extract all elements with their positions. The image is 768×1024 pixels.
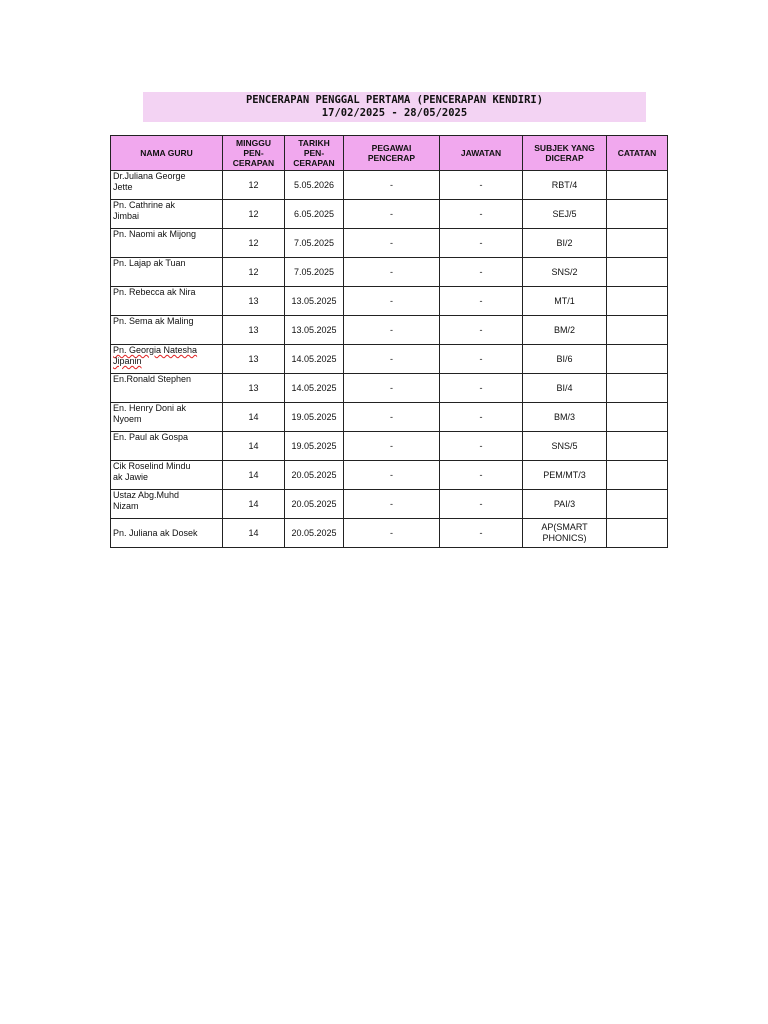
title-line-2: 17/02/2025 - 28/05/2025 [321, 107, 468, 119]
header-subjek: SUBJEK YANG DICERAP [523, 136, 607, 171]
cell-minggu: 12 [223, 258, 285, 287]
cell-minggu: 12 [223, 200, 285, 229]
cell-nama-guru: Pn. Cathrine ak Jimbai [111, 200, 223, 229]
cell-tarikh: 20.05.2025 [285, 519, 344, 548]
cell-nama-guru: Ustaz Abg.Muhd Nizam [111, 490, 223, 519]
cell-tarikh: 7.05.2025 [285, 229, 344, 258]
table-row [111, 345, 668, 374]
cell-nama-guru: Pn. Rebecca ak Nira [111, 287, 223, 316]
cell-catatan [607, 461, 668, 490]
cell-jawatan: - [440, 200, 523, 229]
cell-jawatan: - [440, 403, 523, 432]
cell-subjek: SNS/2 [523, 258, 607, 287]
table-row [111, 432, 668, 461]
cell-tarikh: 6.05.2025 [285, 200, 344, 229]
cell-pegawai: - [344, 200, 440, 229]
header-jawatan: JAWATAN [440, 136, 523, 171]
title-line-1: PENCERAPAN PENGGAL PERTAMA (PENCERAPAN KENDIRI) [245, 94, 544, 106]
cell-jawatan: - [440, 490, 523, 519]
cell-subjek: SEJ/5 [523, 200, 607, 229]
document-title [143, 92, 646, 122]
cell-catatan [607, 258, 668, 287]
cell-pegawai: - [344, 258, 440, 287]
cell-subjek: BM/2 [523, 316, 607, 345]
table-row [111, 258, 668, 287]
table-row [111, 171, 668, 200]
cell-pegawai: - [344, 316, 440, 345]
cell-nama-guru: Pn. Sema ak Maling [111, 316, 223, 345]
cell-jawatan: - [440, 258, 523, 287]
cell-nama-guru: Cik Roselind Mindu ak Jawie [111, 461, 223, 490]
cell-minggu: 13 [223, 287, 285, 316]
cell-minggu: 13 [223, 345, 285, 374]
cell-minggu: 14 [223, 490, 285, 519]
header-tarikh: TARIKH PEN- CERAPAN [285, 136, 344, 171]
cell-nama-guru: En.Ronald Stephen [111, 374, 223, 403]
cell-jawatan: - [440, 461, 523, 490]
table-row [111, 374, 668, 403]
cell-minggu: 14 [223, 519, 285, 548]
cell-tarikh: 20.05.2025 [285, 490, 344, 519]
cell-tarikh: 5.05.2026 [285, 171, 344, 200]
cell-minggu: 13 [223, 316, 285, 345]
cell-tarikh: 13.05.2025 [285, 287, 344, 316]
cell-catatan [607, 316, 668, 345]
cell-jawatan: - [440, 345, 523, 374]
cell-catatan [607, 171, 668, 200]
header-row [111, 136, 668, 171]
cell-jawatan: - [440, 374, 523, 403]
cell-subjek: BM/3 [523, 403, 607, 432]
cell-subjek: SNS/5 [523, 432, 607, 461]
cell-pegawai: - [344, 374, 440, 403]
cell-minggu: 12 [223, 229, 285, 258]
cell-nama-guru: Pn. Lajap ak Tuan [111, 258, 223, 287]
cell-subjek: MT/1 [523, 287, 607, 316]
cell-minggu: 14 [223, 403, 285, 432]
cell-subjek: PAI/3 [523, 490, 607, 519]
cell-catatan [607, 403, 668, 432]
cell-nama-guru: En. Henry Doni ak Nyoem [111, 403, 223, 432]
table-row [111, 490, 668, 519]
cell-tarikh: 14.05.2025 [285, 374, 344, 403]
cell-pegawai: - [344, 171, 440, 200]
header-pegawai: PEGAWAI PENCERAP [344, 136, 440, 171]
cell-tarikh: 13.05.2025 [285, 316, 344, 345]
table-row [111, 287, 668, 316]
cell-tarikh: 7.05.2025 [285, 258, 344, 287]
cell-subjek: BI/6 [523, 345, 607, 374]
cell-subjek: AP(SMART PHONICS) [523, 519, 607, 548]
table-row [111, 229, 668, 258]
observation-table [110, 135, 668, 548]
header-nama-guru: NAMA GURU [111, 136, 223, 171]
table-row [111, 461, 668, 490]
cell-pegawai: - [344, 345, 440, 374]
cell-catatan [607, 432, 668, 461]
cell-jawatan: - [440, 316, 523, 345]
cell-jawatan: - [440, 519, 523, 548]
cell-pegawai: - [344, 403, 440, 432]
cell-subjek: PEM/MT/3 [523, 461, 607, 490]
cell-minggu: 14 [223, 461, 285, 490]
cell-catatan [607, 200, 668, 229]
cell-catatan [607, 229, 668, 258]
cell-nama-guru: Pn. Georgia Natesha Jipanin [111, 345, 223, 374]
cell-minggu: 14 [223, 432, 285, 461]
cell-pegawai: - [344, 490, 440, 519]
cell-subjek: RBT/4 [523, 171, 607, 200]
cell-nama-guru: Pn. Juliana ak Dosek [111, 519, 223, 548]
cell-catatan [607, 345, 668, 374]
cell-tarikh: 14.05.2025 [285, 345, 344, 374]
cell-pegawai: - [344, 461, 440, 490]
cell-pegawai: - [344, 229, 440, 258]
cell-pegawai: - [344, 287, 440, 316]
table-row [111, 403, 668, 432]
cell-pegawai: - [344, 432, 440, 461]
cell-tarikh: 20.05.2025 [285, 461, 344, 490]
cell-pegawai: - [344, 519, 440, 548]
cell-catatan [607, 287, 668, 316]
cell-nama-guru: Dr.Juliana George Jette [111, 171, 223, 200]
header-minggu: MINGGU PEN- CERAPAN [223, 136, 285, 171]
cell-jawatan: - [440, 229, 523, 258]
cell-subjek: BI/4 [523, 374, 607, 403]
cell-nama-guru: Pn. Naomi ak Mijong [111, 229, 223, 258]
cell-nama-guru: En. Paul ak Gospa [111, 432, 223, 461]
cell-subjek: BI/2 [523, 229, 607, 258]
cell-minggu: 12 [223, 171, 285, 200]
table-row [111, 519, 668, 548]
table-row [111, 200, 668, 229]
cell-tarikh: 19.05.2025 [285, 403, 344, 432]
table-row [111, 316, 668, 345]
cell-jawatan: - [440, 432, 523, 461]
cell-jawatan: - [440, 287, 523, 316]
cell-catatan [607, 374, 668, 403]
cell-jawatan: - [440, 171, 523, 200]
cell-catatan [607, 490, 668, 519]
cell-tarikh: 19.05.2025 [285, 432, 344, 461]
cell-minggu: 13 [223, 374, 285, 403]
cell-catatan [607, 519, 668, 548]
header-catatan: CATATAN [607, 136, 668, 171]
